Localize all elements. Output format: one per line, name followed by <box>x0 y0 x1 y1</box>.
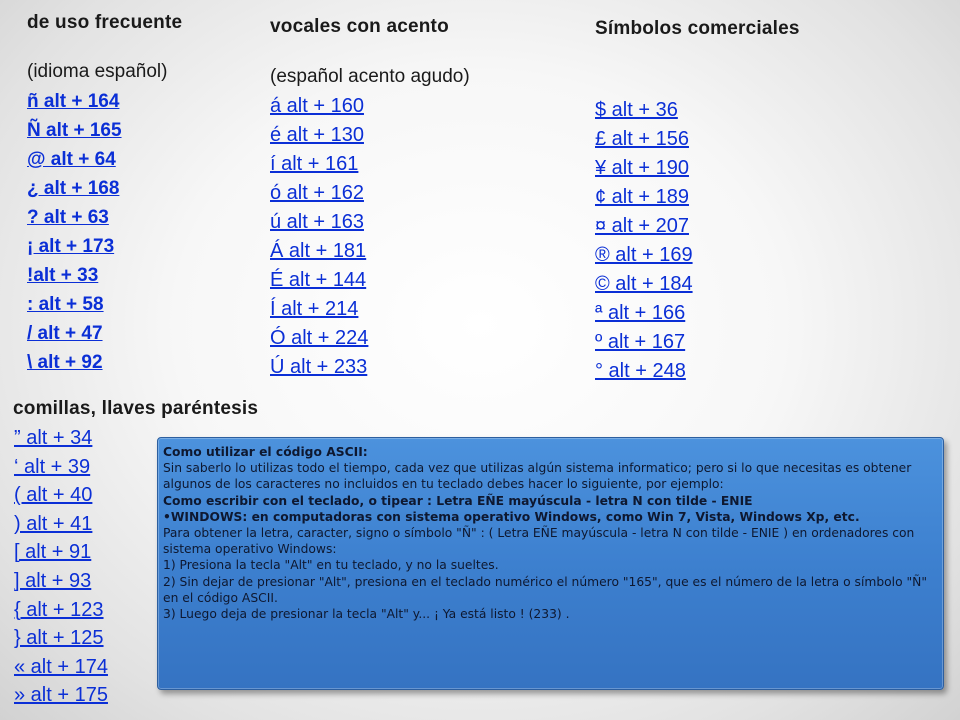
info-step-2: 2) Sin dejar de presionar "Alt", presiona en el teclado numérico el número "165", que es el número de la letra o símbolo "Ñ" en el código ASCII. <box>163 574 928 605</box>
code-link[interactable]: ¿ alt + 168 <box>27 178 120 199</box>
list-item <box>27 145 182 174</box>
commercial-codes-list <box>595 96 800 386</box>
code-link[interactable]: Ú alt + 233 <box>270 356 368 378</box>
list-item <box>27 87 182 116</box>
column-commercial-title: Símbolos comerciales <box>595 18 800 39</box>
info-intro: Sin saberlo lo utilizas todo el tiempo, cada vez que utilizas algún sistema informatico; pero si lo que necesitas es obtener algunos de los caracteres no incluidos en tu teclado debes hacer lo siguiente, por ejemplo: <box>163 461 912 492</box>
list-item <box>27 261 182 290</box>
code-link[interactable]: ¤ alt + 207 <box>595 215 689 237</box>
code-link[interactable]: @ alt + 64 <box>27 149 116 170</box>
list-item <box>595 241 800 270</box>
list-item <box>270 324 470 353</box>
column-vowels-title: vocales con acento <box>270 16 449 37</box>
column-accented-vowels <box>270 16 470 382</box>
list-item <box>270 179 470 208</box>
info-example-title: Como escribir con el teclado, o tipear : Letra EÑE mayúscula - letra N con tilde - ENIE <box>163 493 753 508</box>
code-link[interactable]: ¡ alt + 173 <box>27 236 115 257</box>
code-link[interactable]: © alt + 184 <box>595 273 693 295</box>
code-link[interactable]: » alt + 175 <box>14 684 108 707</box>
code-link[interactable]: Í alt + 214 <box>270 298 359 320</box>
code-link[interactable]: ¢ alt + 189 <box>595 186 689 208</box>
list-item <box>595 328 800 357</box>
list-item <box>270 353 470 382</box>
list-item <box>27 319 182 348</box>
list-item <box>27 290 182 319</box>
column-vowels-subtitle: (español acento agudo) <box>270 66 470 87</box>
code-link[interactable]: ° alt + 248 <box>595 360 686 382</box>
list-item <box>270 121 470 150</box>
code-link[interactable]: Ó alt + 224 <box>270 327 369 349</box>
code-link[interactable]: £ alt + 156 <box>595 128 689 150</box>
code-link[interactable]: É alt + 144 <box>270 269 367 291</box>
code-link[interactable]: í alt + 161 <box>270 153 359 175</box>
code-link[interactable]: { alt + 123 <box>14 598 104 621</box>
code-link[interactable]: ) alt + 41 <box>14 512 93 535</box>
code-link[interactable]: ( alt + 40 <box>14 484 93 507</box>
column-frequent-subtitle: (idioma español) <box>27 61 168 82</box>
code-link[interactable]: ú alt + 163 <box>270 211 364 233</box>
code-link[interactable]: º alt + 167 <box>595 331 686 353</box>
code-link[interactable]: ® alt + 169 <box>595 244 693 266</box>
list-item <box>270 208 470 237</box>
list-item <box>595 96 800 125</box>
code-link[interactable]: ¥ alt + 190 <box>595 157 689 179</box>
list-item <box>27 116 182 145</box>
list-item <box>595 125 800 154</box>
info-windows-title: •WINDOWS: en computadoras con sistema operativo Windows, como Win 7, Vista, Windows Xp, etc. <box>163 509 860 524</box>
list-item <box>270 237 470 266</box>
list-item <box>270 92 470 121</box>
vowel-codes-list <box>270 92 470 382</box>
list-item <box>27 348 182 377</box>
list-item <box>595 299 800 328</box>
column-commercial-symbols <box>595 18 800 386</box>
code-link[interactable]: [ alt + 91 <box>14 541 92 564</box>
list-item <box>595 212 800 241</box>
code-link[interactable]: á alt + 160 <box>270 95 364 117</box>
code-link[interactable]: ª alt + 166 <box>595 302 686 324</box>
code-link[interactable]: ‘ alt + 39 <box>14 455 91 478</box>
code-link[interactable]: ó alt + 162 <box>270 182 364 204</box>
code-link[interactable]: é alt + 130 <box>270 124 364 146</box>
code-link[interactable]: / alt + 47 <box>27 323 103 344</box>
code-link[interactable]: : alt + 58 <box>27 294 104 315</box>
code-link[interactable]: \ alt + 92 <box>27 352 103 373</box>
list-item <box>27 174 182 203</box>
code-link[interactable]: !alt + 33 <box>27 265 99 286</box>
info-step-1: 1) Presiona la tecla "Alt" en tu teclado, y no la sueltes. <box>163 558 499 573</box>
info-step-3: 3) Luego deja de presionar la tecla "Alt" y... ¡ Ya está listo ! (233) . <box>163 607 570 622</box>
info-heading: Como utilizar el código ASCII: <box>163 445 368 459</box>
frequent-codes-list <box>27 87 182 377</box>
list-item <box>270 295 470 324</box>
list-item <box>270 150 470 179</box>
code-link[interactable]: $ alt + 36 <box>595 99 678 121</box>
code-link[interactable]: ñ alt + 164 <box>27 91 120 112</box>
list-item <box>595 154 800 183</box>
column-frequent-title: de uso frecuente <box>27 12 183 33</box>
list-item <box>595 357 800 386</box>
column-brackets-title: comillas, llaves paréntesis <box>13 398 259 419</box>
list-item <box>595 183 800 212</box>
code-link[interactable]: « alt + 174 <box>14 655 108 678</box>
code-link[interactable]: Á alt + 181 <box>270 240 367 262</box>
column-frequent-use <box>27 12 182 377</box>
list-item <box>27 203 182 232</box>
info-windows-intro: Para obtener la letra, caracter, signo o símbolo "Ñ" : ( Letra EÑE mayúscula - letra N con tilde - ENIE ) en ordenadores con sistema operativo Windows: <box>163 526 915 557</box>
code-link[interactable]: ” alt + 34 <box>14 427 93 449</box>
code-link[interactable]: Ñ alt + 165 <box>27 120 122 141</box>
code-link[interactable]: ] alt + 93 <box>14 569 92 592</box>
code-link[interactable]: ? alt + 63 <box>27 207 109 228</box>
ascii-instructions-box <box>157 437 944 690</box>
list-item <box>270 266 470 295</box>
code-link[interactable]: } alt + 125 <box>14 627 104 650</box>
list-item <box>595 270 800 299</box>
list-item <box>27 232 182 261</box>
